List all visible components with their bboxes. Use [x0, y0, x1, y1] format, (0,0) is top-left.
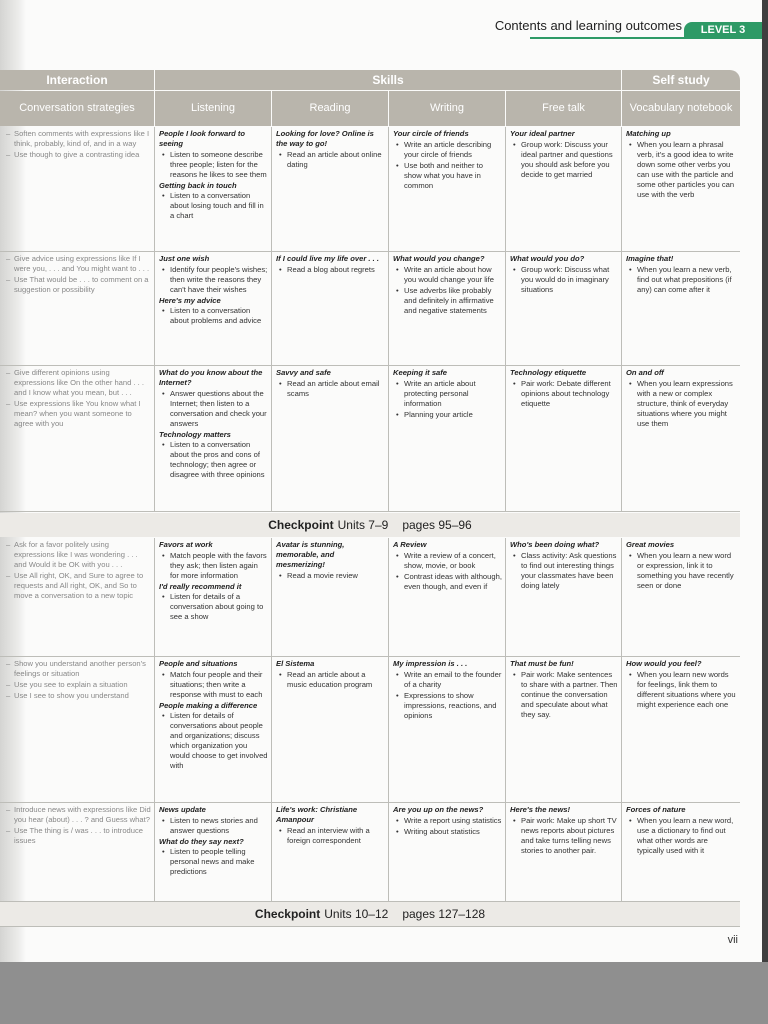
listening-subtitle: People making a difference — [159, 701, 258, 710]
column-divider — [271, 538, 272, 656]
writing-point-list — [393, 379, 502, 420]
listening-point-item: • Listen to a conversation about the pros and cons of technology; then agree or disagree with three opinions — [170, 440, 268, 480]
vocab-title: How would you feel? — [626, 659, 702, 668]
writing-cell — [389, 803, 505, 901]
checkpoint-units: Units 7–9 — [337, 518, 389, 532]
listening-point-item: • Listen to someone describe three people; listen for the reasons he likes to see them — [170, 150, 268, 180]
listening-point-item: • Identify four people's wishes; then write the reasons they can't have their wishes — [170, 265, 268, 295]
writing-point-item: • Write a review of a concert, show, movie, or book — [404, 551, 502, 571]
vocab-cell — [622, 127, 740, 251]
listening-point-list — [159, 265, 268, 295]
listening-point-list — [159, 306, 268, 326]
conversation-strategy-item: – Show you understand another person's feelings or situation — [14, 659, 151, 679]
vocab-cell — [622, 538, 740, 656]
listening-point-item: • Listen to people telling personal news and make predictions — [170, 847, 268, 877]
listening-point-item: • Listen to a conversation about losing touch and fill in a chart — [170, 191, 268, 221]
writing-point-list — [393, 265, 502, 316]
checkpoint-pages: pages 127–128 — [402, 907, 486, 921]
reading-title: El Sistema — [276, 659, 315, 668]
reading-point-list — [276, 265, 385, 275]
vocab-cell — [622, 803, 740, 901]
conversation-strategy-item: – Use All right, OK, and Sure to agree to requests and All right, OK, and So to move a conversation to a new topic — [14, 571, 151, 601]
reading-point-item: • Read an interview with a foreign correspondent — [287, 826, 385, 846]
reading-title: If I could live my life over . . . — [276, 254, 379, 263]
reading-title: Savvy and safe — [276, 368, 331, 377]
freetalk-point-list — [510, 551, 618, 591]
conv-cell — [0, 538, 154, 656]
listening-title: Favors at work — [159, 540, 213, 549]
column-divider — [621, 252, 622, 365]
header-writing: Writing — [389, 91, 505, 126]
writing-title: A Review — [393, 540, 427, 549]
column-divider — [154, 538, 155, 656]
reading-point-list — [276, 379, 385, 399]
writing-cell — [389, 657, 505, 802]
listening-subtitle: What do they say next? — [159, 837, 244, 846]
freetalk-point-list — [510, 816, 618, 856]
checkpoint-bar — [0, 513, 740, 537]
checkpoint-bar — [0, 902, 740, 926]
column-divider — [388, 538, 389, 656]
listening-point-item: • Listen for details of conversations about people and organizations; discuss which organization you would choose to get involved with — [170, 711, 268, 771]
freetalk-point-item: • Pair work: Debate different opinions about technology etiquette — [521, 379, 618, 409]
header-skills: Skills — [155, 70, 621, 90]
conversation-strategy-list — [4, 659, 151, 701]
listening-subtitle: Getting back in touch — [159, 181, 237, 190]
column-divider — [388, 803, 389, 901]
conv-cell — [0, 803, 154, 901]
reading-point-item: • Read a blog about regrets — [287, 265, 385, 275]
column-divider — [505, 657, 506, 802]
header-self-study: Self study — [622, 70, 740, 90]
listening-title: People I look forward to seeing — [159, 129, 246, 148]
freetalk-title: Technology etiquette — [510, 368, 587, 377]
conversation-strategy-item: – Use The thing is / was . . . to introduce issues — [14, 826, 151, 846]
vocab-point-item: • When you learn a new verb, find out what prepositions (if any) can come after it — [637, 265, 737, 295]
conversation-strategy-list — [4, 254, 151, 295]
reading-point-list — [276, 571, 385, 581]
reading-point-item: • Read a movie review — [287, 571, 385, 581]
freetalk-title: Who's been doing what? — [510, 540, 600, 549]
column-divider — [621, 538, 622, 656]
column-divider — [505, 252, 506, 365]
contents-table — [0, 127, 740, 921]
freetalk-point-item: • Class activity: Ask questions to find out interesting things your classmates have been doing lately — [521, 551, 618, 591]
writing-point-item: • Write an email to the founder of a charity — [404, 670, 502, 690]
reading-cell — [272, 366, 388, 511]
vocab-point-item: • When you learn a new word or expression, link it to something you have recently seen or done — [637, 551, 737, 591]
column-divider — [621, 657, 622, 802]
vocab-point-list — [626, 265, 737, 295]
listening-point-item: • Match four people and their situations; then write a response with must to each — [170, 670, 268, 700]
column-divider — [388, 127, 389, 251]
reading-cell — [272, 657, 388, 802]
listening-point-list — [159, 440, 268, 480]
writing-point-item: • Use both and neither to show what you have in common — [404, 161, 502, 191]
listening-cell — [155, 538, 271, 656]
conversation-strategy-item: – Soften comments with expressions like I think, probably, kind of, and in a way — [14, 129, 151, 149]
conversation-strategy-list — [4, 540, 151, 601]
conversation-strategy-list — [4, 129, 151, 160]
next-page-edge — [762, 0, 768, 962]
reading-title: Looking for love? Online is the way to go! — [276, 129, 374, 148]
conversation-strategy-item: – Use I see to show you understand — [14, 691, 151, 701]
listening-point-list — [159, 551, 268, 581]
listening-point-list — [159, 711, 268, 771]
column-divider — [271, 657, 272, 802]
conv-cell — [0, 252, 154, 365]
writing-point-list — [393, 140, 502, 191]
column-divider — [388, 657, 389, 802]
writing-point-list — [393, 816, 502, 837]
vocab-point-item: • When you learn expressions with a new or complex structure, think of everyday situations where you might use them — [637, 379, 737, 429]
writing-title: Are you up on the news? — [393, 805, 484, 814]
conv-cell — [0, 657, 154, 802]
column-divider — [154, 127, 155, 251]
column-divider — [154, 657, 155, 802]
column-divider — [621, 127, 622, 251]
level-tab: LEVEL 3 — [684, 22, 762, 38]
header-interaction: Interaction — [0, 70, 154, 90]
freetalk-cell — [506, 803, 621, 901]
reading-title: Avatar is stunning, memorable, and mesmerizing! — [276, 540, 345, 569]
conv-cell — [0, 366, 154, 511]
freetalk-title: Here's the news! — [510, 805, 571, 814]
writing-point-item: • Expressions to show impressions, reactions, and opinions — [404, 691, 502, 721]
column-divider — [505, 127, 506, 251]
freetalk-point-item: • Group work: Discuss what you would do in imaginary situations — [521, 265, 618, 295]
listening-point-list — [159, 847, 268, 877]
page-number: vii — [727, 934, 738, 946]
conversation-strategy-item: – Give advice using expressions like If I were you, . . . and You might want to . . . — [14, 254, 151, 274]
writing-point-item: • Planning your article — [404, 410, 502, 420]
checkpoint-label: Checkpoint — [268, 518, 334, 532]
writing-point-list — [393, 551, 502, 592]
header-conversation-strategies: Conversation strategies — [0, 91, 154, 126]
reading-title: Life's work: Christiane Amanpour — [276, 805, 358, 824]
listening-point-item: • Answer questions about the Internet; then listen to a conversation and check your answers — [170, 389, 268, 429]
listening-point-item: • Match people with the favors they ask; then listen again for more information — [170, 551, 268, 581]
listening-title: News update — [159, 805, 206, 814]
conversation-strategy-item: – Use That would be . . . to comment on a suggestion or possibility — [14, 275, 151, 295]
freetalk-point-item: • Group work: Discuss your ideal partner and questions you should ask before you decide to get married — [521, 140, 618, 180]
reading-point-item: • Read an article about a music education program — [287, 670, 385, 690]
listening-cell — [155, 803, 271, 901]
freetalk-cell — [506, 538, 621, 656]
conversation-strategy-item: – Use though to give a contrasting idea — [14, 150, 151, 160]
listening-subtitle: Here's my advice — [159, 296, 221, 305]
reading-point-item: • Read an article about email scams — [287, 379, 385, 399]
listening-cell — [155, 252, 271, 365]
running-head: Contents and learning outcomes — [494, 18, 682, 33]
freetalk-point-list — [510, 265, 618, 295]
conv-cell — [0, 127, 154, 251]
vocab-point-list — [626, 551, 737, 591]
listening-point-item: • Listen to a conversation about problems and advice — [170, 306, 268, 326]
column-divider — [154, 803, 155, 901]
reading-cell — [272, 538, 388, 656]
conversation-strategy-item: – Use you see to explain a situation — [14, 680, 151, 690]
scan-background — [0, 962, 768, 1024]
freetalk-title: That must be fun! — [510, 659, 574, 668]
vocab-point-item: • When you learn a phrasal verb, it's a good idea to write down some other verbs you can use with the particle and some other particles you can use with the verb — [637, 140, 737, 200]
table-bottom-rule — [0, 926, 740, 927]
table-row — [0, 538, 740, 657]
listening-point-list — [159, 389, 268, 429]
conversation-strategy-item: – Ask for a favor politely using expressions like I was wondering . . . and Would it be OK with you . . . — [14, 540, 151, 570]
vocab-cell — [622, 657, 740, 802]
writing-title: What would you change? — [393, 254, 485, 263]
column-divider — [271, 252, 272, 365]
listening-subtitle: I'd really recommend it — [159, 582, 242, 591]
column-divider — [154, 366, 155, 511]
listening-point-list — [159, 670, 268, 700]
column-divider — [505, 803, 506, 901]
freetalk-cell — [506, 366, 621, 511]
column-divider — [271, 366, 272, 511]
writing-title: My impression is . . . — [393, 659, 468, 668]
writing-point-item: • Use adverbs like probably and definitely in affirmative and negative statements — [404, 286, 502, 316]
vocab-point-list — [626, 140, 737, 200]
listening-subtitle: Technology matters — [159, 430, 231, 439]
conversation-strategy-list — [4, 805, 151, 846]
column-divider — [621, 366, 622, 511]
writing-cell — [389, 127, 505, 251]
vocab-point-list — [626, 670, 737, 710]
column-divider — [621, 803, 622, 901]
checkpoint-pages: pages 95–96 — [402, 518, 472, 532]
listening-title: People and situations — [159, 659, 238, 668]
writing-point-item: • Write a report using statistics — [404, 816, 502, 826]
conversation-strategy-item: – Use expressions like You know what I mean? when you want someone to agree with you — [14, 399, 151, 429]
checkpoint-units: Units 10–12 — [324, 907, 389, 921]
writing-point-item: • Writing about statistics — [404, 827, 502, 837]
conversation-strategy-list — [4, 368, 151, 429]
vocab-point-list — [626, 816, 737, 856]
writing-cell — [389, 252, 505, 365]
reading-cell — [272, 127, 388, 251]
freetalk-title: What would you do? — [510, 254, 585, 263]
listening-cell — [155, 127, 271, 251]
vocab-title: Imagine that! — [626, 254, 674, 263]
vocab-title: On and off — [626, 368, 664, 377]
column-divider — [388, 252, 389, 365]
reading-point-list — [276, 670, 385, 690]
writing-point-list — [393, 670, 502, 721]
listening-title: Just one wish — [159, 254, 210, 263]
column-divider — [271, 127, 272, 251]
freetalk-point-item: • Pair work: Make up short TV news reports about pictures and take turns telling news stories to another pair. — [521, 816, 618, 856]
column-divider — [271, 803, 272, 901]
freetalk-cell — [506, 127, 621, 251]
column-divider — [154, 252, 155, 365]
vocab-title: Forces of nature — [626, 805, 686, 814]
table-row — [0, 657, 740, 803]
writing-point-item: • Write an article about how you would change your life — [404, 265, 502, 285]
column-divider — [505, 366, 506, 511]
vocab-cell — [622, 252, 740, 365]
vocab-point-item: • When you learn a new word, use a dictionary to find out what other words are typically used with it — [637, 816, 737, 856]
listening-point-list — [159, 816, 268, 836]
writing-title: Your circle of friends — [393, 129, 469, 138]
writing-point-item: • Write an article about protecting personal information — [404, 379, 502, 409]
conversation-strategy-item: – Give different opinions using expressions like On the other hand . . . and I know what you mean, but . . . — [14, 368, 151, 398]
level-rule — [530, 37, 762, 39]
vocab-point-list — [626, 379, 737, 429]
table-row — [0, 252, 740, 366]
writing-point-item: • Contrast ideas with although, even though, and even if — [404, 572, 502, 592]
checkpoint-label: Checkpoint — [254, 907, 321, 921]
reading-cell — [272, 252, 388, 365]
writing-point-item: • Write an article describing your circle of friends — [404, 140, 502, 160]
listening-point-list — [159, 150, 268, 180]
vocab-title: Great movies — [626, 540, 675, 549]
column-divider — [388, 366, 389, 511]
reading-point-list — [276, 826, 385, 846]
freetalk-cell — [506, 657, 621, 802]
freetalk-cell — [506, 252, 621, 365]
writing-cell — [389, 366, 505, 511]
reading-point-list — [276, 150, 385, 170]
writing-cell — [389, 538, 505, 656]
freetalk-point-list — [510, 140, 618, 180]
reading-cell — [272, 803, 388, 901]
listening-cell — [155, 657, 271, 802]
freetalk-point-list — [510, 379, 618, 409]
listening-point-item: • Listen to news stories and answer questions — [170, 816, 268, 836]
header-vocabulary-notebook: Vocabulary notebook — [622, 91, 740, 126]
conversation-strategy-item: – Introduce news with expressions like Did you hear (about) . . . ? and Guess what? — [14, 805, 151, 825]
vocab-point-item: • When you learn new words for feelings, link them to different situations where you might experience each one — [637, 670, 737, 710]
listening-point-list — [159, 191, 268, 221]
freetalk-point-list — [510, 670, 618, 720]
table-row — [0, 803, 740, 902]
reading-point-item: • Read an article about online dating — [287, 150, 385, 170]
vocab-title: Matching up — [626, 129, 671, 138]
column-divider — [505, 538, 506, 656]
listening-point-item: • Listen for details of a conversation about going to see a show — [170, 592, 268, 622]
table-row — [0, 127, 740, 252]
freetalk-point-item: • Pair work: Make sentences to share with a partner. Then continue the conversation and speculate about what they say. — [521, 670, 618, 720]
listening-title: What do you know about the Internet? — [159, 368, 263, 387]
header-reading: Reading — [272, 91, 388, 126]
vocab-cell — [622, 366, 740, 511]
listening-point-list — [159, 592, 268, 622]
freetalk-title: Your ideal partner — [510, 129, 575, 138]
header-listening: Listening — [155, 91, 271, 126]
writing-title: Keeping it safe — [393, 368, 448, 377]
header-free-talk: Free talk — [506, 91, 621, 126]
table-row — [0, 366, 740, 512]
listening-cell — [155, 366, 271, 511]
